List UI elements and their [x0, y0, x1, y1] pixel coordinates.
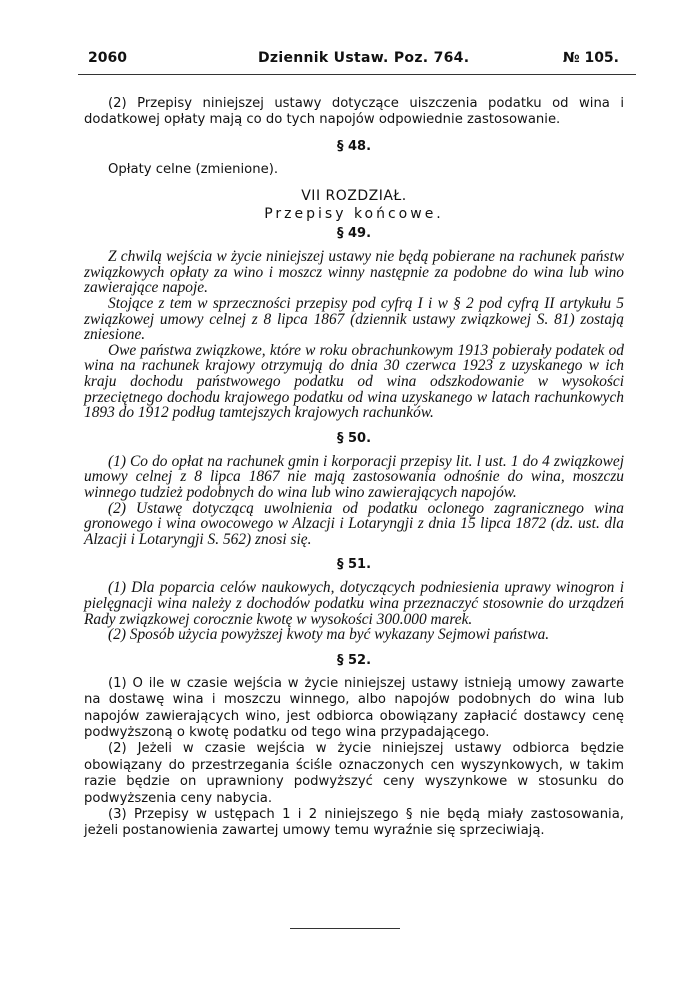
- section-48-heading: § 48.: [336, 138, 372, 154]
- page-content: [84, 96, 624, 840]
- section-51-paragraph-2: (2) Sposób użycia powyższej kwoty ma być wykazany Sejmowi państwa.: [108, 626, 550, 644]
- section-49-paragraph-1: Z chwilą wejścia w życie niniejszej ustawy nie będą pobierane na rachunek państw związkowych opłaty za wino i moszcz winny następnie za podobne do wina lub wino zawierające napoje.: [84, 248, 624, 297]
- footer-rule: [290, 928, 400, 929]
- section-50-paragraph-1: (1) Co do opłat na rachunek gmin i korporacji przepisy lit. l ust. 1 do 4 związkowej umowy celnej z 8 lipca 1867 nie mają zastosowania odnośnie do wina, moszczu winnego tudzież podobnych do wina lub wino zawierających napojów.: [84, 452, 624, 501]
- chapter-title: Przepisy końcowe.: [264, 206, 444, 223]
- section-48-text: Opłaty celne (zmienione).: [108, 161, 279, 177]
- section-52-paragraph-2: (2) Jeżeli w czasie wejścia w życie niniejszej ustawy odbiorca będzie obowiązany do przestrzegania ściśle oznaczonych cen wyszynkowych, w takim razie będzie on uprawniony podwyższyć ceny wyszynkowe w stosunku do podwyższenia ceny nabycia.: [84, 741, 624, 806]
- section-52-paragraph-1: (1) O ile w czasie wejścia w życie niniejszej ustawy istnieją umowy zawarte na dostawę wina i moszczu winnego, albo napojów podobnych do wina lub napojów zawierających wino, jest odbiorca obowiązany zapłacić dostawcy cenę podwyższoną o kwotę podatku od tego wina przypadającego.: [84, 675, 624, 740]
- issue-number: № 105.: [562, 50, 619, 66]
- section-51-heading: § 51.: [336, 557, 372, 573]
- page-number: 2060: [88, 50, 127, 66]
- section-51-paragraph-1: (1) Dla poparcia celów naukowych, dotyczących podniesienia uprawy winogron i pielęgnacji wina należy z dochodów podatku wina przeznaczyć stosownie do urządzeń Rady związkowej corocznie kwotę w wysokości 300.000 marek.: [84, 579, 624, 628]
- section-49-paragraph-3: Owe państwa związkowe, które w roku obrachunkowym 1913 pobierały podatek od wina na rachunek krajowy otrzymują do dnia 30 czerwca 1923 z uzyskanego w ich kraju dochodu państwowego podatku od wina odszkodowanie w wysokości przeciętnego dochodu krajowego podatku od wina uzyskanego w latach rachunkowych 1893 do 1912 podług tamtejszych krajowych rachunków.: [84, 341, 624, 422]
- section-52-paragraph-3: (3) Przepisy w ustępach 1 i 2 niniejszego § nie będą miały zastosowania, jeżeli postanowienia zawartej umowy temu wyraźnie się sprzeciwiają.: [84, 806, 624, 839]
- paragraph-2-intro: (2) Przepisy niniejszej ustawy dotyczące uiszczenia podatku od wina i dodatkowej opłaty mają co do tych napojów odpowiednie zastosowanie.: [84, 96, 624, 128]
- journal-title: Dziennik Ustaw. Poz. 764.: [258, 50, 470, 66]
- page-header: [78, 50, 619, 70]
- section-52-heading: § 52.: [336, 652, 372, 668]
- section-50-heading: § 50.: [336, 430, 372, 446]
- section-50-paragraph-2: (2) Ustawę dotyczącą uwolnienia od podatku oclonego zagranicznego wina gronowego i wina owocowego w Alzacji i Lotaryngji z dnia 15 lipca 1872 (dz. ust. dla Alzacji i Lotaryngji S. 562) znosi się.: [84, 499, 624, 548]
- section-49-paragraph-2: Stojące z tem w sprzeczności przepisy pod cyfrą I i w § 2 pod cyfrą II artykułu 5 związkowej umowy celnej z 8 lipca 1867 (dziennik ustawy związkowej S. 81) zostają zniesione.: [84, 295, 624, 344]
- chapter-heading: VII ROZDZIAŁ.: [301, 188, 407, 205]
- header-rule: [78, 74, 636, 75]
- section-49-heading: § 49.: [336, 226, 372, 242]
